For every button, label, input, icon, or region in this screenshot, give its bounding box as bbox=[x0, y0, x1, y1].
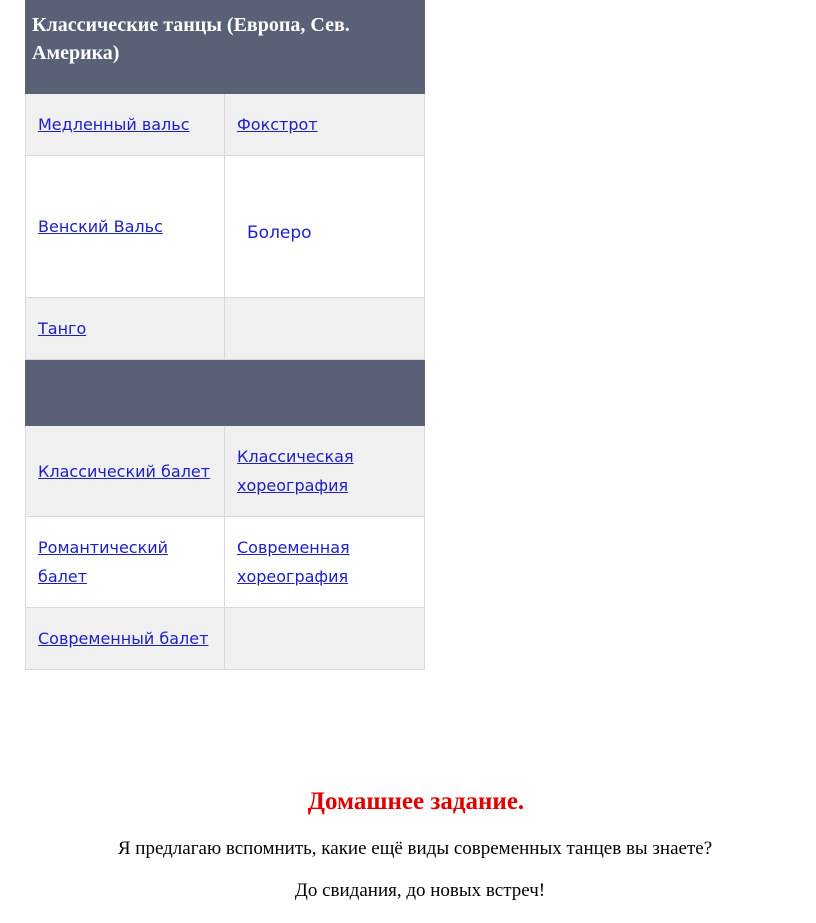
homework-title: Домашнее задание. bbox=[307, 788, 525, 815]
table-cell bbox=[26, 608, 225, 670]
table-row bbox=[26, 298, 425, 360]
table-cell bbox=[26, 156, 225, 298]
table-cell bbox=[26, 94, 225, 156]
dance-link-classical-ballet[interactable]: Классический балет bbox=[38, 461, 211, 481]
goodbye-text: До свидания, до новых встреч! bbox=[294, 880, 546, 901]
table-cell bbox=[225, 426, 425, 517]
dance-link-tango[interactable]: Танго bbox=[38, 319, 87, 338]
ballet-header-row bbox=[26, 360, 425, 426]
table-cell bbox=[26, 426, 225, 517]
table-cell bbox=[26, 298, 225, 360]
dance-link-modern-choreography[interactable]: Современная хореография bbox=[237, 538, 350, 586]
table-cell-empty bbox=[225, 608, 425, 670]
ballet-header-cell bbox=[26, 360, 425, 426]
table-cell-empty bbox=[225, 298, 425, 360]
table-cell bbox=[225, 156, 425, 298]
dance-link-modern-ballet[interactable]: Современный балет bbox=[38, 629, 209, 648]
table-cell bbox=[26, 517, 225, 608]
dance-classification-table bbox=[25, 0, 425, 670]
table-header-cell: Классические танцы (Европа, Сев. Америка) bbox=[26, 1, 425, 94]
dance-text-bolero: Болеро bbox=[247, 222, 312, 243]
table-cell bbox=[225, 517, 425, 608]
table-row bbox=[26, 426, 425, 517]
dance-link-classical-choreography[interactable]: Классическая хореография bbox=[237, 447, 354, 495]
table-row bbox=[26, 608, 425, 670]
table-header-row bbox=[26, 1, 425, 94]
table-row bbox=[26, 94, 425, 156]
table-row bbox=[26, 517, 425, 608]
dance-link-viennese-waltz[interactable]: Венский Вальс bbox=[38, 217, 163, 236]
dance-link-slow-waltz[interactable]: Медленный вальс bbox=[38, 115, 190, 134]
homework-text: Я предлагаю вспомнить, какие ещё виды современных танцев вы знаете? bbox=[117, 838, 713, 859]
dance-link-foxtrot[interactable]: Фокстрот bbox=[237, 115, 318, 134]
dance-link-romantic-ballet[interactable]: Романтический балет bbox=[38, 538, 169, 586]
table-cell bbox=[225, 94, 425, 156]
table-row bbox=[26, 156, 425, 298]
